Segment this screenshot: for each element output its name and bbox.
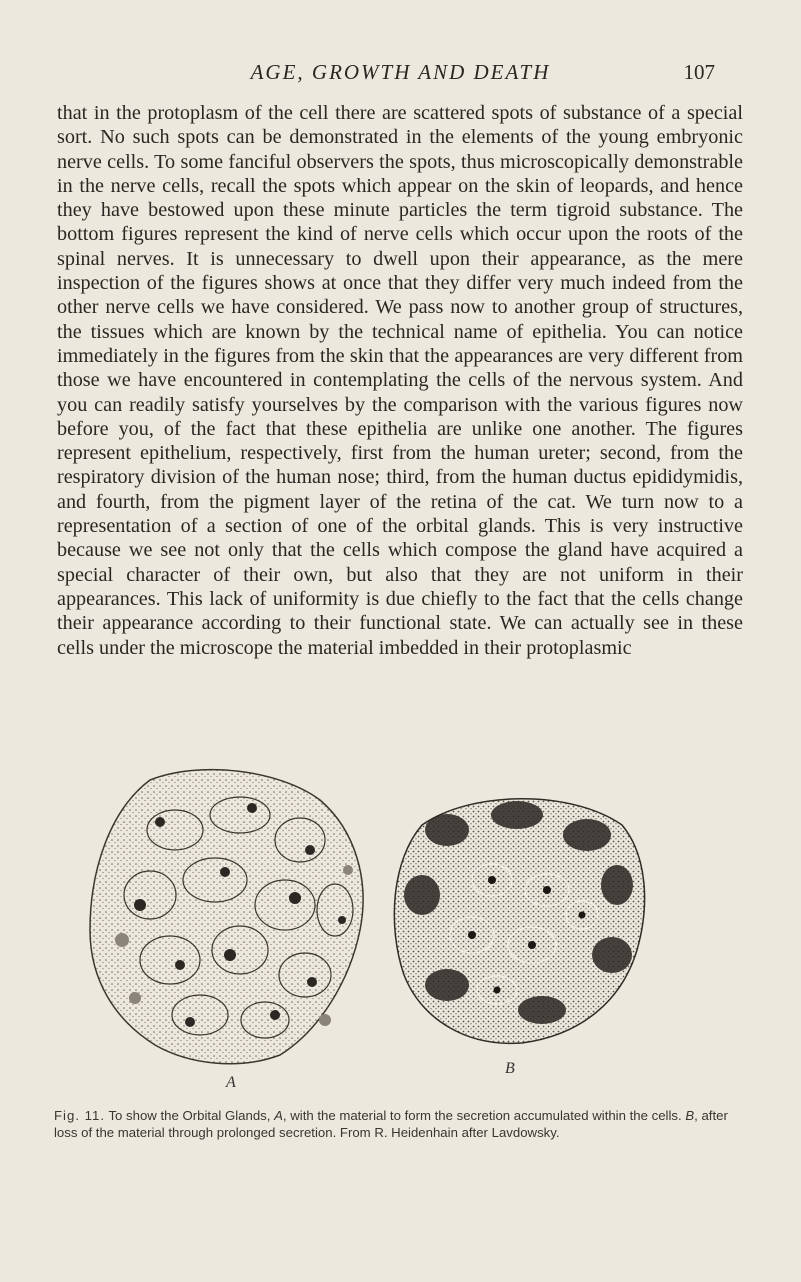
caption-title: To show the Orbital Glands, [108,1108,271,1123]
caption-label-b: B [685,1108,695,1123]
caption-text-b: , after loss of the material through prolonged secretion. From R. Heidenhain after Lavdowsky. [54,1108,728,1140]
figure-panel-a [80,760,380,1070]
caption-figure-number: Fig. 11. [54,1108,106,1123]
figure-caption [54,1107,744,1141]
page-number: 107 [683,60,715,84]
figure-orbital-glands [30,760,770,1100]
running-head: AGE, GROWTH AND DEATH [250,60,551,84]
caption-text-a: , with the material to form the secretion accumulated within the cells. [282,1108,682,1123]
page-header [0,60,801,90]
figure-panel-b [382,785,652,1055]
caption-label-a: A [274,1108,283,1123]
figure-label-b: B [505,1060,515,1077]
body-paragraph: that in the protoplasm of the cell there are scattered spots of substance of a special sort. No such spots can be demonstrated in the elements of the young embryonic nerve cells. To some fanciful observers the spots, thus microscopically demonstrable in the nerve cells, recall the spots which appear on the skin of leopards, and hence they have bestowed upon these minute particles the term tigroid substance. The bottom figures represent the kind of nerve cells which occur upon the roots of the spinal nerves. It is unnecessary to dwell upon their appearance, as the mere inspection of the figures shows at once that they differ very much indeed from the other nerve cells we have considered. We pass now to another group of structures, the tissues which are known by the technical name of epithelia. You can notice immediately in the figures from the skin that the appearances are very different from those we have encountered in contemplating the cells of the nervous system. And you can readily satisfy yourselves by the comparison with the various figures now before you, of the fact that these epithelia are unlike one another. The figures represent epithelium, respectively, first from the human ureter; second, from the respiratory division of the human nose; third, from the human ductus epididymidis, and fourth, from the pigment layer of the retina of the cat. We turn now to a representation of a section of one of the orbital glands. This is very instructive because we see not only that the cells which compose the gland have acquired a special character of their own, but also that they are not uniform in their appearances. This lack of uniformity is due chiefly to the fact that the cells change their appearance according to their functional state. We can actually see in these cells under the microscope the material imbedded in their protoplasmic [57,102,743,659]
gland-illustration-a-image [80,760,380,1070]
figure-label-a: A [226,1074,236,1091]
gland-illustration-b-image [382,785,652,1055]
body-text [57,101,743,660]
